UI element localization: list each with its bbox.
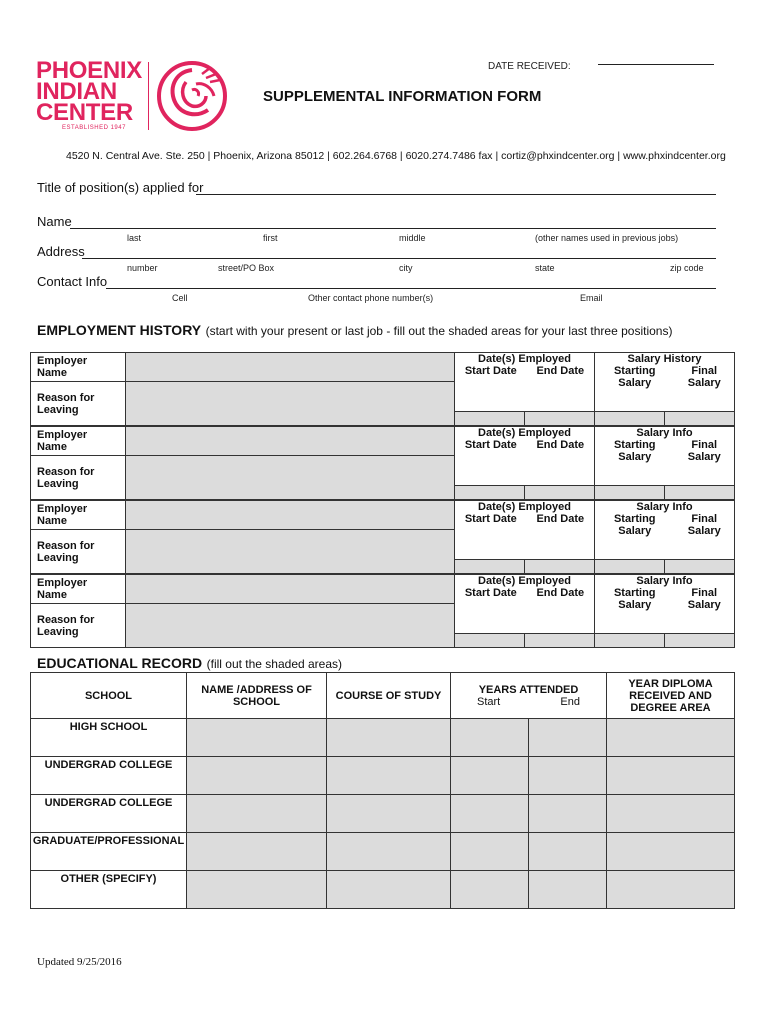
end-date-label: End Date [536,513,585,525]
employment-title: EMPLOYMENT HISTORY [37,322,202,338]
end-date-field[interactable] [525,486,595,500]
contact-sub-other: Other contact phone number(s) [308,293,434,303]
years-start-field[interactable] [451,833,529,871]
starting-salary-field[interactable] [595,560,665,574]
header-name-address: NAME /ADDRESS OF SCHOOL [187,673,327,719]
header-course: COURSE OF STUDY [327,673,451,719]
start-date-field[interactable] [455,560,525,574]
address-sub-street: street/PO Box [218,263,275,273]
salary-label: Salary Info [636,427,693,439]
salary-label: Salary History [627,353,702,365]
start-date-field[interactable] [455,634,525,648]
final-salary-label: Final Salary [687,365,721,389]
final-salary-field[interactable] [665,560,735,574]
end-date-label: End Date [536,439,585,451]
starting-salary-label: Starting Salary [613,365,656,389]
name-sub-other: (other names used in previous jobs) [535,233,679,243]
diploma-field[interactable] [607,719,735,757]
final-salary-label: Final Salary [687,513,721,537]
school-type-label: UNDERGRAD COLLEGE [31,757,187,795]
name-sub-last: last [127,233,142,243]
course-field[interactable] [327,757,451,795]
years-end-field[interactable] [529,757,607,795]
final-salary-label: Final Salary [687,439,721,463]
employer-name-field[interactable] [126,427,455,456]
school-type-label: UNDERGRAD COLLEGE [31,795,187,833]
name-sub-first: first [263,233,278,243]
school-name-field[interactable] [187,833,327,871]
years-end-field[interactable] [529,833,607,871]
employment-block-1 [30,352,735,426]
header-years-attended [451,673,607,719]
years-start-field[interactable] [451,871,529,909]
header-diploma: YEAR DIPLOMA RECEIVED AND DEGREE AREA [607,673,735,719]
date-received-field[interactable] [598,64,714,65]
contact-info-label: Contact Info [37,274,108,289]
start-date-label: Start Date [464,513,517,525]
diploma-field[interactable] [607,871,735,909]
final-salary-field[interactable] [665,412,735,426]
reason-leaving-label: Reason for Leaving [31,604,126,648]
address-sub-zip: zip code [670,263,704,273]
start-date-field[interactable] [455,412,525,426]
date-received-label: DATE RECEIVED: [488,61,571,72]
starting-salary-label: Starting Salary [613,439,656,463]
dates-employed-label: Date(s) Employed [478,427,571,439]
address-sub-state: state [535,263,555,273]
starting-salary-label: Starting Salary [613,587,656,611]
reason-leaving-label: Reason for Leaving [31,382,126,426]
header-school: SCHOOL [31,673,187,719]
employer-name-field[interactable] [126,353,455,382]
years-end-field[interactable] [529,719,607,757]
employer-name-label: Employer Name [31,501,126,530]
diploma-field[interactable] [607,795,735,833]
start-date-label: Start Date [464,587,517,599]
course-field[interactable] [327,833,451,871]
school-type-label: HIGH SCHOOL [31,719,187,757]
end-date-label: End Date [536,587,585,599]
end-date-field[interactable] [525,634,595,648]
diploma-field[interactable] [607,833,735,871]
employment-block-2 [30,426,735,500]
employer-name-field[interactable] [126,501,455,530]
dates-employed-label: Date(s) Employed [478,575,571,587]
employer-name-field[interactable] [126,575,455,604]
years-start-label: Start [477,695,501,708]
start-date-field[interactable] [455,486,525,500]
education-subtitle: (fill out the shaded areas) [206,657,343,671]
school-type-label: GRADUATE/PROFESSIONAL [31,833,187,871]
years-start-field[interactable] [451,795,529,833]
logo-divider [148,62,149,130]
address-label: Address [37,244,85,259]
school-name-field[interactable] [187,757,327,795]
salary-header [595,353,735,412]
starting-salary-field[interactable] [595,412,665,426]
reason-leaving-field[interactable] [126,456,455,500]
address-sub-number: number [127,263,158,273]
reason-leaving-field[interactable] [126,530,455,574]
logo-line1: PHOENIX [36,57,142,84]
updated-date: Updated 9/25/2016 [37,956,122,968]
salary-header [595,575,735,634]
name-sub-middle: middle [399,233,426,243]
end-date-field[interactable] [525,412,595,426]
starting-salary-field[interactable] [595,486,665,500]
dates-employed-header [455,501,595,560]
dates-employed-label: Date(s) Employed [478,501,571,513]
name-label: Name [37,214,72,229]
logo-line3: CENTER [36,99,133,126]
dates-employed-label: Date(s) Employed [478,353,571,365]
start-date-label: Start Date [464,439,517,451]
school-name-field[interactable] [187,871,327,909]
position-title-field[interactable] [196,194,716,195]
address-sub-city: city [399,263,413,273]
contact-info-field[interactable] [106,288,716,289]
years-start-field[interactable] [451,757,529,795]
years-end-label: End [560,695,580,708]
phoenix-bird-icon [156,60,228,132]
address-field[interactable] [82,258,716,259]
school-name-field[interactable] [187,795,327,833]
final-salary-field[interactable] [665,634,735,648]
years-attended-label: YEARS ATTENDED [478,683,579,696]
final-salary-field[interactable] [665,486,735,500]
employment-block-3 [30,500,735,574]
employment-block-4 [30,574,735,648]
education-heading [37,655,342,673]
logo-established: ESTABLISHED 1947 [62,125,126,131]
contact-sub-cell: Cell [172,293,188,303]
starting-salary-field[interactable] [595,634,665,648]
contact-sub-email: Email [580,293,603,303]
dates-employed-header [455,427,595,486]
start-date-label: Start Date [464,365,517,377]
employer-name-label: Employer Name [31,427,126,456]
name-field[interactable] [70,228,716,229]
salary-label: Salary Info [636,575,693,587]
diploma-field[interactable] [607,757,735,795]
employment-subtitle: (start with your present or last job - fill out the shaded areas for your last three positions) [205,324,673,338]
salary-label: Salary Info [636,501,693,513]
years-start-field[interactable] [451,719,529,757]
employer-name-label: Employer Name [31,353,126,382]
form-title: SUPPLEMENTAL INFORMATION FORM [263,88,542,105]
education-title: EDUCATIONAL RECORD [37,655,203,671]
employer-name-label: Employer Name [31,575,126,604]
salary-header [595,427,735,486]
starting-salary-label: Starting Salary [613,513,656,537]
salary-header [595,501,735,560]
reason-leaving-field[interactable] [126,604,455,648]
school-type-label: OTHER (SPECIFY) [31,871,187,909]
reason-leaving-label: Reason for Leaving [31,456,126,500]
reason-leaving-label: Reason for Leaving [31,530,126,574]
course-field[interactable] [327,719,451,757]
final-salary-label: Final Salary [687,587,721,611]
org-contact-line: 4520 N. Central Ave. Ste. 250 | Phoenix, Arizona 85012 | 602.264.6768 | 6020.274.7486 fax | cortiz@phxindcenter.org | www.phxindcenter.org [66,150,726,162]
education-table [30,672,735,909]
dates-employed-header [455,575,595,634]
dates-employed-header [455,353,595,412]
reason-leaving-field[interactable] [126,382,455,426]
end-date-field[interactable] [525,560,595,574]
course-field[interactable] [327,795,451,833]
school-name-field[interactable] [187,719,327,757]
years-end-field[interactable] [529,871,607,909]
position-title-label: Title of position(s) applied for [37,180,204,195]
employment-heading [37,322,672,340]
logo-line2: INDIAN [36,78,117,105]
end-date-label: End Date [536,365,585,377]
years-end-field[interactable] [529,795,607,833]
course-field[interactable] [327,871,451,909]
